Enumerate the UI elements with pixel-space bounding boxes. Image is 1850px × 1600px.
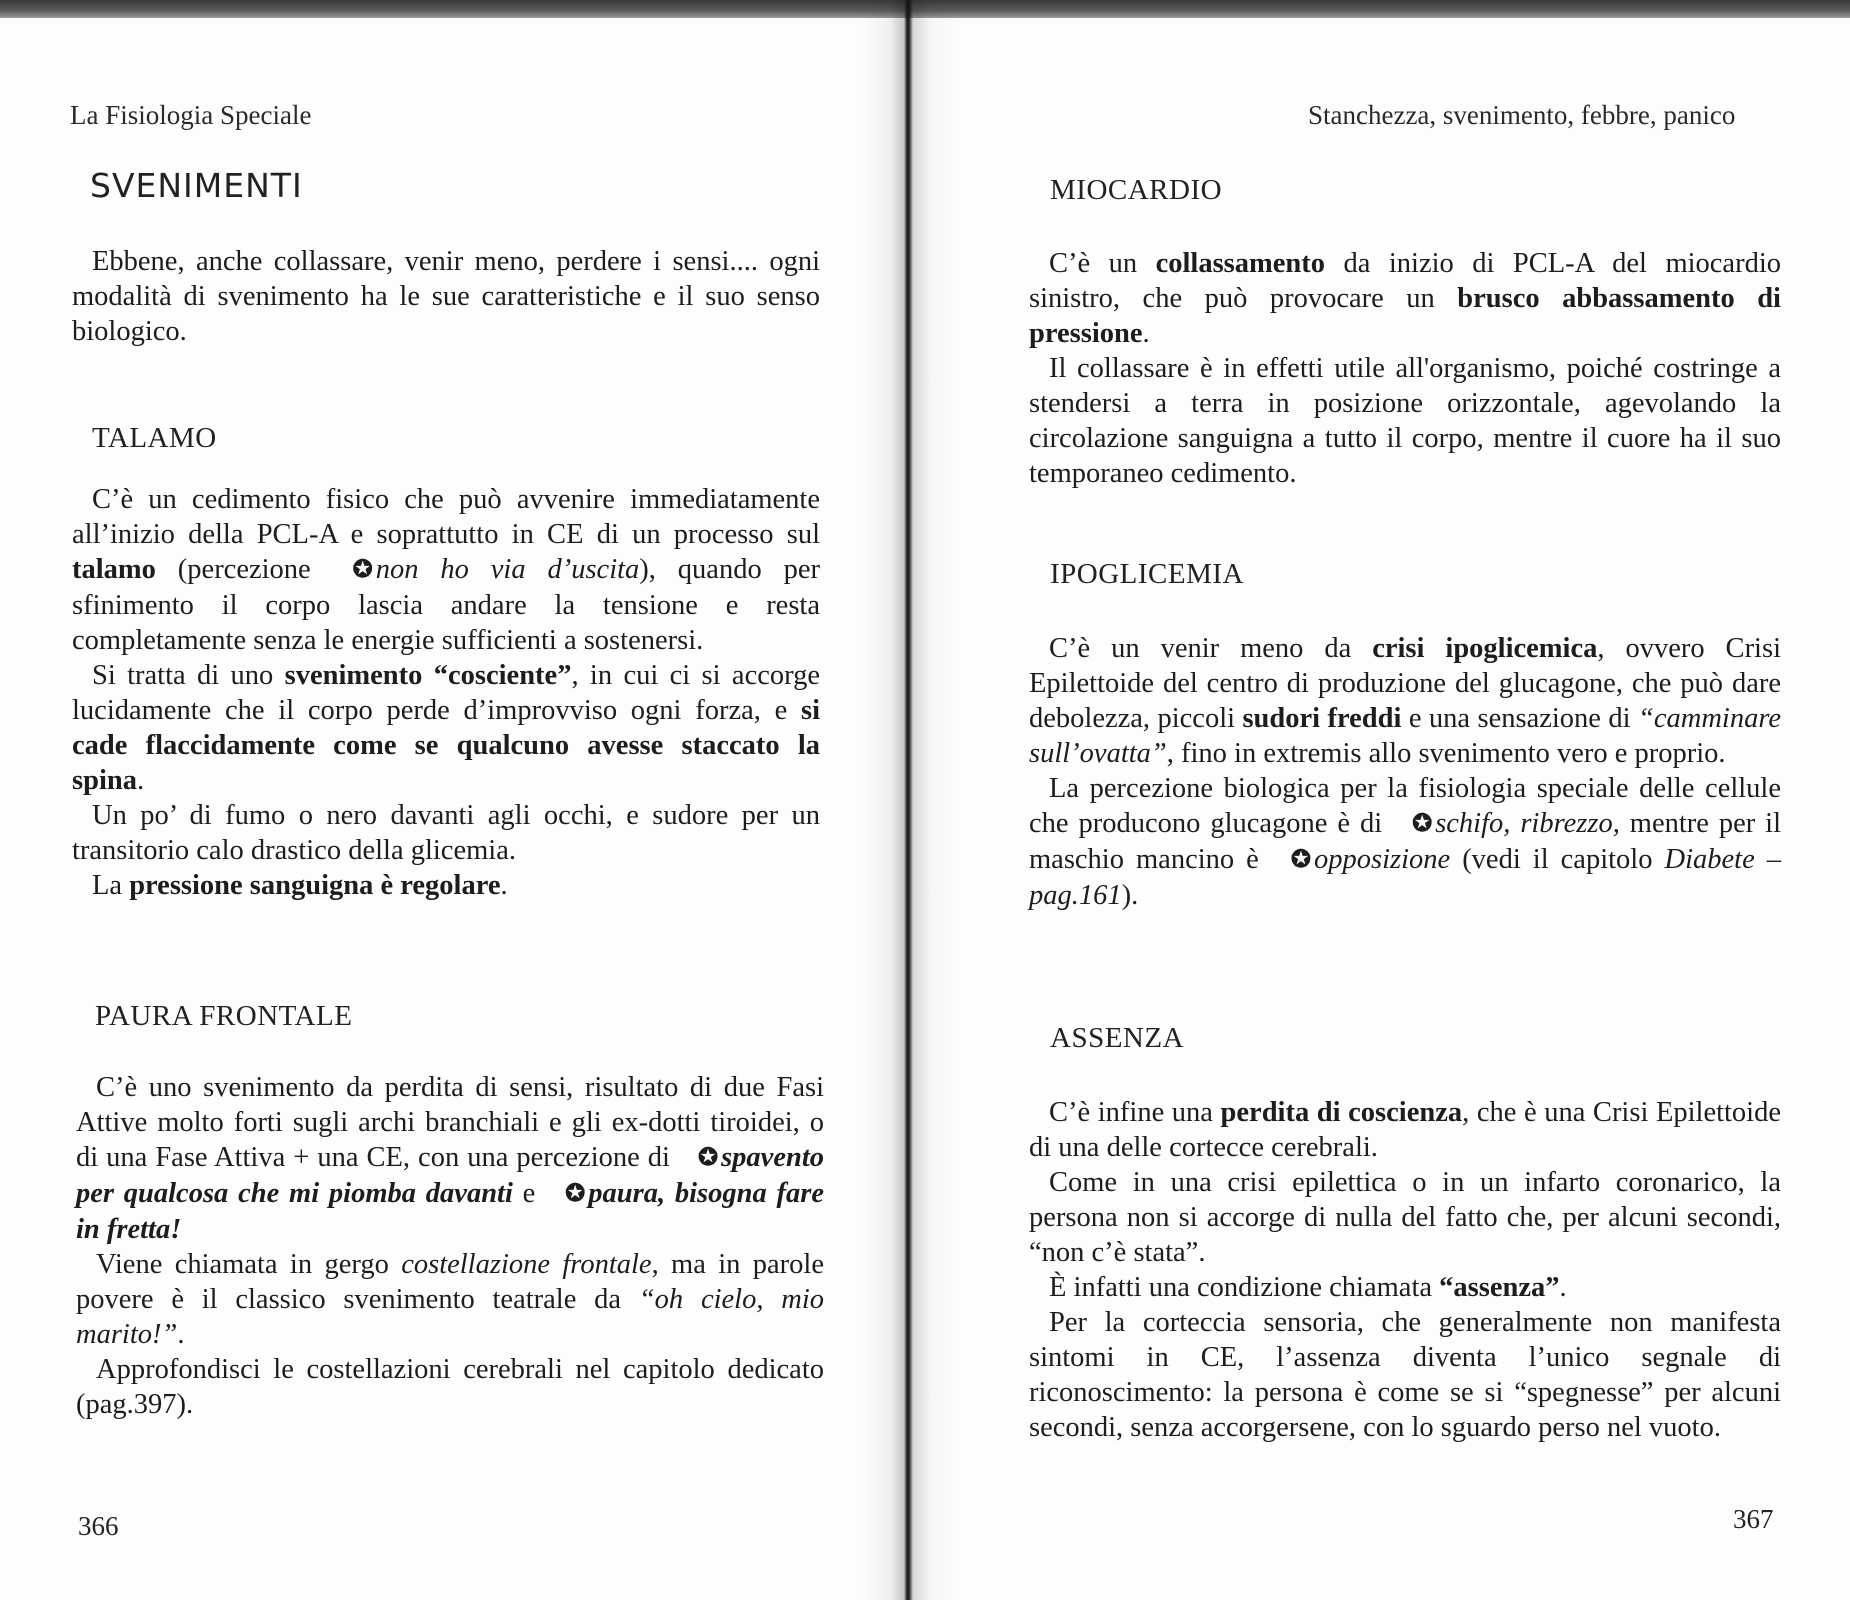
assenza-p2: Come in una crisi epilettica o in un infarto coronarico, la persona non si accorge di nulla del fatto che, per alcuni secondi, “non c’è stata”.: [1029, 1167, 1781, 1268]
section-heading-ipoglicemia: IPOGLICEMIA: [1050, 558, 1244, 590]
miocardio-body: [1029, 246, 1781, 491]
assenza-p3: È infatti una condizione chiamata “assenza”.: [1049, 1272, 1567, 1303]
ipoglicemia-body: [1029, 631, 1781, 913]
miocardio-p2: Il collassare è in effetti utile all'organismo, poiché costringe a stendersi a terra in posizione orizzontale, agevolando la circolazione sanguigna a tutto il corpo, mentre il cuore ha il suo temporaneo cedimento.: [1029, 353, 1781, 489]
miocardio-p1: C’è un collassamento da inizio di PCL-A del miocardio sinistro, che può provocare un brusco abbassamento di pressione.: [1029, 248, 1781, 349]
page-number-right: 367: [1733, 1504, 1774, 1534]
paura-p1: C’è uno svenimento da perdita di sensi, risultato di due Fasi Attive molto forti sugli archi branchiali e gli ex-dotti tiroidei, o di una Fase Attiva + una CE, con una percezione di ✪ spavento per qualcosa che mi piomba davanti e ✪ paura, bisogna fare in fretta!: [76, 1072, 824, 1245]
page-number-left: 366: [78, 1511, 119, 1541]
section-heading-talamo: TALAMO: [92, 422, 217, 454]
ipoglicemia-p2: La percezione biologica per la fisiologia speciale delle cellule che producono glucagone è di ✪ schifo, ribrezzo, mentre per il maschio mancino è ✪ opposizione (vedi il capitolo Diabete – pag.161).: [1029, 773, 1782, 911]
intro-text: Ebbene, anche collassare, venir meno, perdere i sensi.... ogni modalità di svenimento ha le sue caratteristiche e il suo senso biologico.: [72, 246, 820, 347]
paura-p3: Approfondisci le costellazioni cerebrali nel capitolo dedicato (pag.397).: [76, 1354, 824, 1420]
section-heading-assenza: ASSENZA: [1050, 1022, 1185, 1054]
ipoglicemia-p1: C’è un venir meno da crisi ipoglicemica, ovvero Crisi Epilettoide del centro di produzione del glucagone, che può dare debolezza, piccoli sudori freddi e una sensazione di “camminare sull’ovatta”, fino in extremis allo svenimento vero e proprio.: [1029, 633, 1781, 769]
assenza-p4: Per la corteccia sensoria, che generalmente non manifesta sintomi in CE, l’assenza diventa l’unico segnale di riconoscimento: la persona è come se si “spegnesse” per alcuni secondi, senza accorgersene, con lo sguardo perso nel vuoto.: [1029, 1307, 1781, 1443]
chapter-title: SVENIMENTI: [90, 166, 303, 205]
running-head-left: La Fisiologia Speciale: [70, 100, 312, 130]
star-bullet-icon: ✪: [1412, 811, 1433, 837]
assenza-p1: C’è infine una perdita di coscienza, che è una Crisi Epilettoide di una delle cortecce cerebrali.: [1029, 1097, 1781, 1163]
talamo-body: [72, 482, 820, 903]
talamo-p2: Si tratta di uno svenimento “cosciente”, in cui ci si accorge lucidamente che il corpo perde d’improvviso ogni forza, e si cade flaccidamente come se qualcuno avesse staccato la spina.: [72, 660, 820, 796]
book-gutter: [860, 0, 960, 1600]
left-page: [0, 18, 905, 1600]
talamo-p3: Un po’ di fumo o nero davanti agli occhi, e sudore per un transitorio calo drastico della glicemia.: [72, 800, 820, 866]
paura-p2: Viene chiamata in gergo costellazione frontale, ma in parole povere è il classico svenimento teatrale da “oh cielo, mio marito!”.: [76, 1249, 824, 1350]
star-bullet-icon: ✪: [565, 1181, 586, 1207]
right-page: [905, 18, 1850, 1600]
paura-body: [76, 1070, 824, 1422]
section-heading-paura-frontale: PAURA FRONTALE: [95, 1000, 353, 1032]
running-head-right: Stanchezza, svenimento, febbre, panico: [1308, 100, 1736, 130]
talamo-p1: C’è un cedimento fisico che può avvenire immediatamente all’inizio della PCL-A e soprattutto in CE di un processo sul talamo (percezione ✪ non ho via d’uscita), quando per sfinimento il corpo lascia andare la tensione e resta completamente senza le energie sufficienti a sostenersi.: [72, 484, 820, 656]
talamo-p4: La pressione sanguigna è regolare.: [92, 870, 508, 901]
star-bullet-icon: ✪: [352, 557, 373, 583]
section-heading-miocardio: MIOCARDIO: [1050, 174, 1223, 206]
star-bullet-icon: ✪: [1290, 847, 1311, 873]
assenza-body: [1029, 1095, 1781, 1445]
star-bullet-icon: ✪: [697, 1145, 719, 1171]
intro-paragraph: [72, 244, 820, 349]
